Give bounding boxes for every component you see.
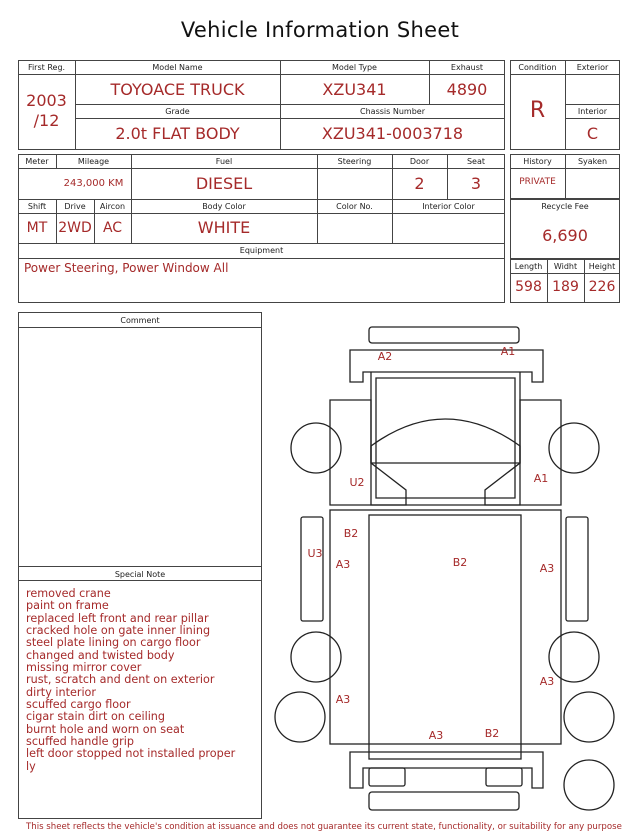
aircon-value: AC bbox=[102, 220, 123, 236]
width-value: 189 bbox=[552, 279, 579, 295]
list-item: removed crane bbox=[26, 587, 111, 600]
drive-label: Drive bbox=[64, 202, 86, 211]
list-item: dirty interior bbox=[26, 685, 96, 699]
wheel-rear-left bbox=[275, 692, 325, 742]
seat-value: 3 bbox=[470, 174, 482, 193]
front-bumper bbox=[369, 327, 519, 343]
door-value: 2 bbox=[414, 174, 425, 193]
cab-outline bbox=[371, 372, 520, 505]
exterior-label: Exterior bbox=[576, 63, 609, 72]
list-item: missing mirror cover bbox=[26, 661, 142, 675]
door-label: Door bbox=[409, 157, 430, 166]
list-item: replaced left front and rear pillar bbox=[26, 611, 209, 625]
special-note-label: Special Note bbox=[114, 570, 166, 579]
damage-mark: A3 bbox=[335, 693, 351, 706]
steering-label: Steering bbox=[337, 157, 372, 166]
condition-label: Condition bbox=[518, 63, 557, 72]
rear-bumper bbox=[369, 792, 519, 810]
wheel-mid-left bbox=[291, 632, 341, 682]
list-item: burnt hole and worn on seat bbox=[26, 722, 185, 736]
recycle-fee-value: 6,690 bbox=[542, 226, 588, 245]
recycle-fee-label: Recycle Fee bbox=[541, 202, 589, 211]
length-label: Length bbox=[514, 262, 543, 271]
list-item: left door stopped not installed proper bbox=[26, 747, 236, 761]
fuel-label: Fuel bbox=[215, 157, 233, 166]
damage-mark: A3 bbox=[539, 562, 555, 575]
model-name-value: TOYOACE TRUCK bbox=[110, 80, 245, 99]
meter-label: Meter bbox=[25, 157, 49, 166]
damage-mark: B2 bbox=[484, 727, 500, 740]
list-item: cigar stain dirt on ceiling bbox=[26, 710, 165, 724]
damage-mark: B2 bbox=[343, 527, 359, 540]
list-item: paint on frame bbox=[26, 599, 109, 613]
damage-mark: A3 bbox=[428, 729, 444, 742]
history-label: History bbox=[523, 157, 552, 166]
cab-inner bbox=[376, 378, 515, 498]
drive-value: 2WD bbox=[58, 220, 92, 236]
exhaust-label: Exhaust bbox=[450, 63, 484, 72]
chassis-number-label: Chassis Number bbox=[360, 107, 425, 116]
first-reg-label: First Reg. bbox=[27, 63, 66, 72]
list-item: steel plate lining on cargo floor bbox=[26, 636, 201, 650]
model-type-label: Model Type bbox=[332, 63, 377, 72]
color-no-label: Color No. bbox=[336, 202, 373, 211]
body-color-value: WHITE bbox=[197, 218, 251, 237]
list-item: scuffed handle grip bbox=[26, 735, 134, 749]
list-item: scuffed cargo floor bbox=[26, 698, 131, 712]
grade-label: Grade bbox=[165, 107, 190, 116]
rear-light-right bbox=[486, 768, 522, 786]
body-color-label: Body Color bbox=[202, 202, 246, 211]
shift-label: Shift bbox=[27, 202, 47, 211]
cargo-bed bbox=[330, 510, 561, 744]
grade-value: 2.0t FLAT BODY bbox=[115, 124, 240, 143]
wheel-mid-right bbox=[549, 632, 599, 682]
aircon-label: Aircon bbox=[99, 202, 126, 211]
damage-mark: B2 bbox=[452, 556, 468, 569]
height-value: 226 bbox=[588, 279, 616, 295]
wheel-front-left bbox=[291, 423, 341, 473]
damage-mark: U2 bbox=[349, 476, 365, 489]
right-side-gate bbox=[566, 517, 588, 621]
interior-value: C bbox=[586, 124, 599, 143]
windshield bbox=[371, 419, 520, 463]
equipment-value: Power Steering, Power Window All bbox=[24, 261, 229, 275]
rear-light-left bbox=[369, 768, 405, 786]
height-label: Height bbox=[588, 262, 616, 271]
wheel-rear-right bbox=[564, 692, 614, 742]
interior-label: Interior bbox=[577, 107, 608, 116]
syaken-label: Syaken bbox=[577, 157, 608, 166]
page-title: Vehicle Information Sheet bbox=[180, 18, 460, 42]
shift-value: MT bbox=[26, 220, 48, 236]
chassis-number-value: XZU341-0003718 bbox=[321, 124, 464, 143]
left-side-gate bbox=[301, 517, 323, 621]
mileage-value: 243,000 KM bbox=[63, 178, 124, 189]
rear-panel bbox=[350, 752, 543, 788]
list-item: rust, scratch and dent on exterior bbox=[26, 673, 215, 687]
list-item: ly bbox=[26, 759, 36, 773]
condition-value: R bbox=[529, 98, 546, 123]
damage-mark: A1 bbox=[533, 472, 549, 485]
exhaust-value: 4890 bbox=[446, 80, 488, 99]
fuel-value: DIESEL bbox=[195, 174, 253, 193]
list-item: changed and twisted body bbox=[26, 648, 175, 662]
model-type-value: XZU341 bbox=[322, 80, 387, 99]
cargo-floor bbox=[369, 515, 521, 759]
model-name-label: Model Name bbox=[152, 63, 203, 72]
damage-mark: A3 bbox=[539, 675, 555, 688]
wheel-front-right bbox=[549, 423, 599, 473]
width-label: Widht bbox=[553, 262, 578, 271]
disclaimer-footer: This sheet reflects the vehicle's condition at issuance and does not guarantee its current state, functionality, or suitability for any purpose bbox=[26, 822, 622, 832]
damage-mark: A2 bbox=[377, 350, 393, 363]
list-item: cracked hole on gate inner lining bbox=[26, 624, 211, 638]
seat-label: Seat bbox=[466, 157, 486, 166]
left-door bbox=[330, 400, 406, 505]
damage-mark: A1 bbox=[500, 345, 516, 358]
interior-color-label: Interior Color bbox=[422, 202, 475, 211]
wheel-spare bbox=[564, 760, 614, 810]
mileage-label: Mileage bbox=[77, 157, 110, 166]
equipment-label: Equipment bbox=[239, 246, 284, 255]
first-reg-year: 2003 bbox=[26, 91, 67, 110]
comment-label: Comment bbox=[120, 316, 160, 325]
history-value: PRIVATE bbox=[519, 177, 556, 187]
damage-mark: U3 bbox=[307, 547, 323, 560]
damage-mark: A3 bbox=[335, 558, 351, 571]
length-value: 598 bbox=[515, 279, 542, 295]
first-reg-month: /12 bbox=[33, 111, 60, 130]
